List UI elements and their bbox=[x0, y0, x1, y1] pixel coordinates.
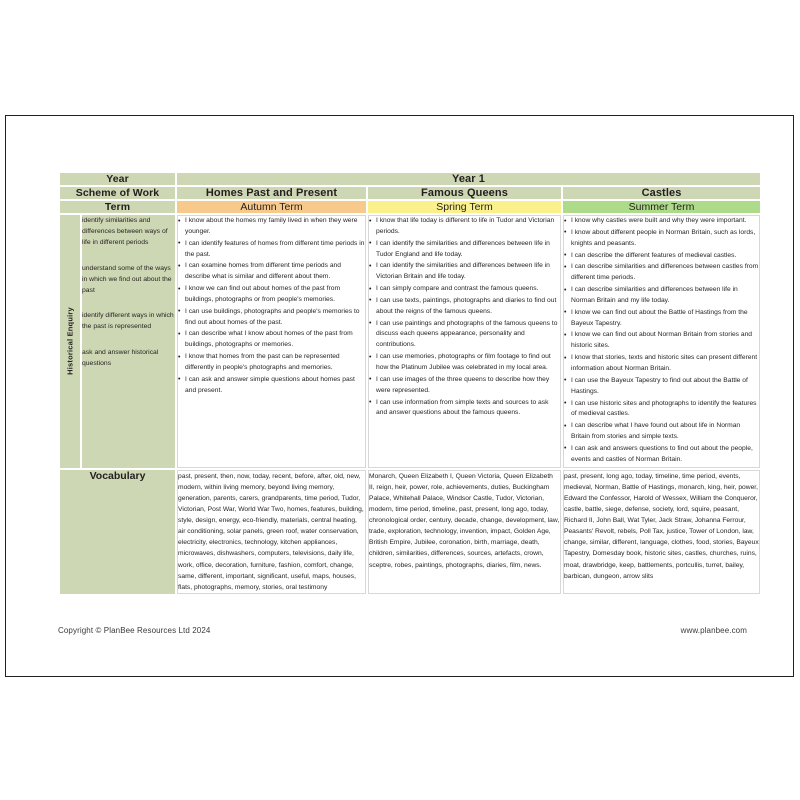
objective-item: identify similarities and differences between ways of life in different periods bbox=[82, 217, 168, 247]
vocabulary-spring: Monarch, Queen Elizabeth I, Queen Victoria, Queen Elizabeth II, reign, heir, power, role, achievements, duties, Buckingham Palace, Whitehall Palace, Windsor Castle, Tudor, Victorian, modern, time period, timeline, past, present, long ago, today, chronological order, century, decade, change, development, law, trade, exploration, technology, invention, impact, Golden Age, British Empire, Jubilee, coronation, birth, marriage, death, children, similarities, differences, sources, artefacts, crown, sceptre, robes, paintings, photographs, diaries, film, news. bbox=[368, 470, 561, 594]
statement-item: • I know that stories, texts and historic sites can present different information about Norman Britain. bbox=[564, 353, 759, 375]
term-autumn: Autumn Term bbox=[177, 201, 366, 213]
statement-item: • I know why castles were built and why they were important. bbox=[564, 216, 759, 227]
scheme-autumn: Homes Past and Present bbox=[177, 187, 366, 199]
statement-list bbox=[369, 216, 560, 419]
curriculum-overview-table bbox=[58, 171, 762, 596]
row-label-vocabulary: Vocabulary bbox=[60, 470, 175, 594]
statement-item: • I can examine homes from different time periods and describe what is similar and different about them. bbox=[178, 261, 365, 283]
row-label-term: Term bbox=[60, 201, 175, 213]
statement-item: • I can use historic sites and photographs to identify the features of medieval castles. bbox=[564, 399, 759, 421]
term-spring: Spring Term bbox=[368, 201, 561, 213]
row-label-year: Year bbox=[60, 173, 175, 185]
statement-item: • I can ask and answers questions to find out about the people, events and castles of Norman Britain. bbox=[564, 444, 759, 466]
statement-item: • I can use the Bayeux Tapestry to find out about the Battle of Hastings. bbox=[564, 376, 759, 398]
scheme-spring: Famous Queens bbox=[368, 187, 561, 199]
statement-list bbox=[564, 216, 759, 466]
statement-item: • I can use images of the three queens to describe how they were represented. bbox=[369, 375, 560, 397]
objective-item: identify different ways in which the past is represented bbox=[82, 312, 174, 331]
table-row-scheme bbox=[60, 187, 760, 199]
term-summer: Summer Term bbox=[563, 201, 760, 213]
statement-item: • I can simply compare and contrast the famous queens. bbox=[369, 284, 560, 295]
website-link[interactable]: www.planbee.com bbox=[680, 626, 747, 635]
statement-item: • I know about the homes my family lived in when they were younger. bbox=[178, 216, 365, 238]
row-label-scheme-of-work: Scheme of Work bbox=[60, 187, 175, 199]
page-frame bbox=[5, 115, 794, 677]
objective-item: understand some of the ways in which we find out about the past bbox=[82, 264, 172, 295]
statement-item: • I can use information from simple texts and sources to ask and answer questions about the famous queens. bbox=[369, 398, 560, 420]
statements-spring bbox=[368, 215, 561, 468]
copyright-text: Copyright © PlanBee Resources Ltd 2024 bbox=[58, 626, 211, 635]
statement-item: • I know we can find out about Norman Britain from stories and historic sites. bbox=[564, 330, 759, 352]
strand-label-text: Historical Enquiry bbox=[65, 307, 75, 376]
statement-item: • I know that homes from the past can be represented differently in people's photographs and memories. bbox=[178, 352, 365, 374]
table-row-objectives bbox=[60, 215, 760, 468]
vocabulary-summer: past, present, long ago, today, timeline, time period, events, medieval, Norman, Battle of Hastings, monarch, king, heir, power, Edward the Confessor, Harold of Wessex, William the Conqueror, castle, battle, siege, defense, society, lord, squire, peasant, Richard II, John Ball, Wat Tyler, Jack Straw, Johanna Ferrour, Peasants' Revolt, rebels, Poll Tax, justice, Tower of London, law, change, similar, different, language, clothes, food, stories, Bayeux Tapestry, Domesday book, historic sites, castles, churches, ruins, moat, drawbridge, keep, battlements, portcullis, turret, bailey, barbican, dungeon, arrow slits bbox=[563, 470, 760, 594]
statement-item: • I can use memories, photographs or film footage to find out how the Platinum Jubilee was celebrated in my local area. bbox=[369, 352, 560, 374]
statement-item: • I can describe similarities and differences between life in Norman Britain and my life today. bbox=[564, 285, 759, 307]
strand-label-historical-enquiry bbox=[60, 215, 80, 468]
statement-item: • I can identify the similarities and differences between life in Tudor England and life today. bbox=[369, 239, 560, 261]
statement-item: • I can ask and answer simple questions about homes past and present. bbox=[178, 375, 365, 397]
objective-item: ask and answer historical questions bbox=[82, 348, 159, 367]
objectives-list bbox=[82, 215, 175, 468]
vocabulary-autumn: past, present, then, now, today, recent, before, after, old, new, modern, within living memory, beyond living memory, generation, parents, carers, grandparents, time period, Tudor, Victorian, Post War, World War Two, homes, features, building, style, design, energy, eco-friendly, materials, central heating, air conditioning, solar panels, green roof, water conservation, electricity, electronics, technology, kitchen appliances, microwaves, dishwashers, computers, televisions, daily life, work, office, decoration, furniture, fashion, comfort, change, same, different, important, significant, useful, maps, houses, flats, photographs, memory, stories, oral testimony bbox=[177, 470, 366, 594]
statement-item: • I can identify the similarities and differences between life in Victorian Britain and life today. bbox=[369, 261, 560, 283]
statement-item: • I know about different people in Norman Britain, such as lords, knights and peasants. bbox=[564, 228, 759, 250]
year-value: Year 1 bbox=[177, 173, 760, 185]
statements-summer bbox=[563, 215, 760, 468]
page-footer bbox=[58, 626, 747, 635]
statement-item: • I can use buildings, photographs and people's memories to find out about homes of the past. bbox=[178, 307, 365, 329]
statement-item: • I know we can find out about the Battle of Hastings from the Bayeux Tapestry. bbox=[564, 308, 759, 330]
statement-item: • I can use texts, paintings, photographs and diaries to find out about the reigns of the famous queens. bbox=[369, 296, 560, 318]
scheme-summer: Castles bbox=[563, 187, 760, 199]
statement-item: • I can identify features of homes from different time periods in the past. bbox=[178, 239, 365, 261]
statements-autumn bbox=[177, 215, 366, 468]
statement-item: • I can describe what I have found out about life in Norman Britain from stories and simple texts. bbox=[564, 421, 759, 443]
table-row-vocabulary bbox=[60, 470, 760, 594]
statement-item: • I can describe similarities and differences between castles from different time periods. bbox=[564, 262, 759, 284]
statement-list bbox=[178, 216, 365, 397]
statement-item: • I can describe what I know about homes of the past from buildings, photographs or memories. bbox=[178, 329, 365, 351]
statement-item: • I can use paintings and photographs of the famous queens to discuss each queens appearance, personality and contributions. bbox=[369, 319, 560, 352]
statement-item: • I can describe the different features of medieval castles. bbox=[564, 251, 759, 262]
statement-item: • I know that life today is different to life in Tudor and Victorian periods. bbox=[369, 216, 560, 238]
table-row-term bbox=[60, 201, 760, 213]
statement-item: • I know we can find out about homes of the past from buildings, photographs or from people's memories. bbox=[178, 284, 365, 306]
table-row-year bbox=[60, 173, 760, 185]
